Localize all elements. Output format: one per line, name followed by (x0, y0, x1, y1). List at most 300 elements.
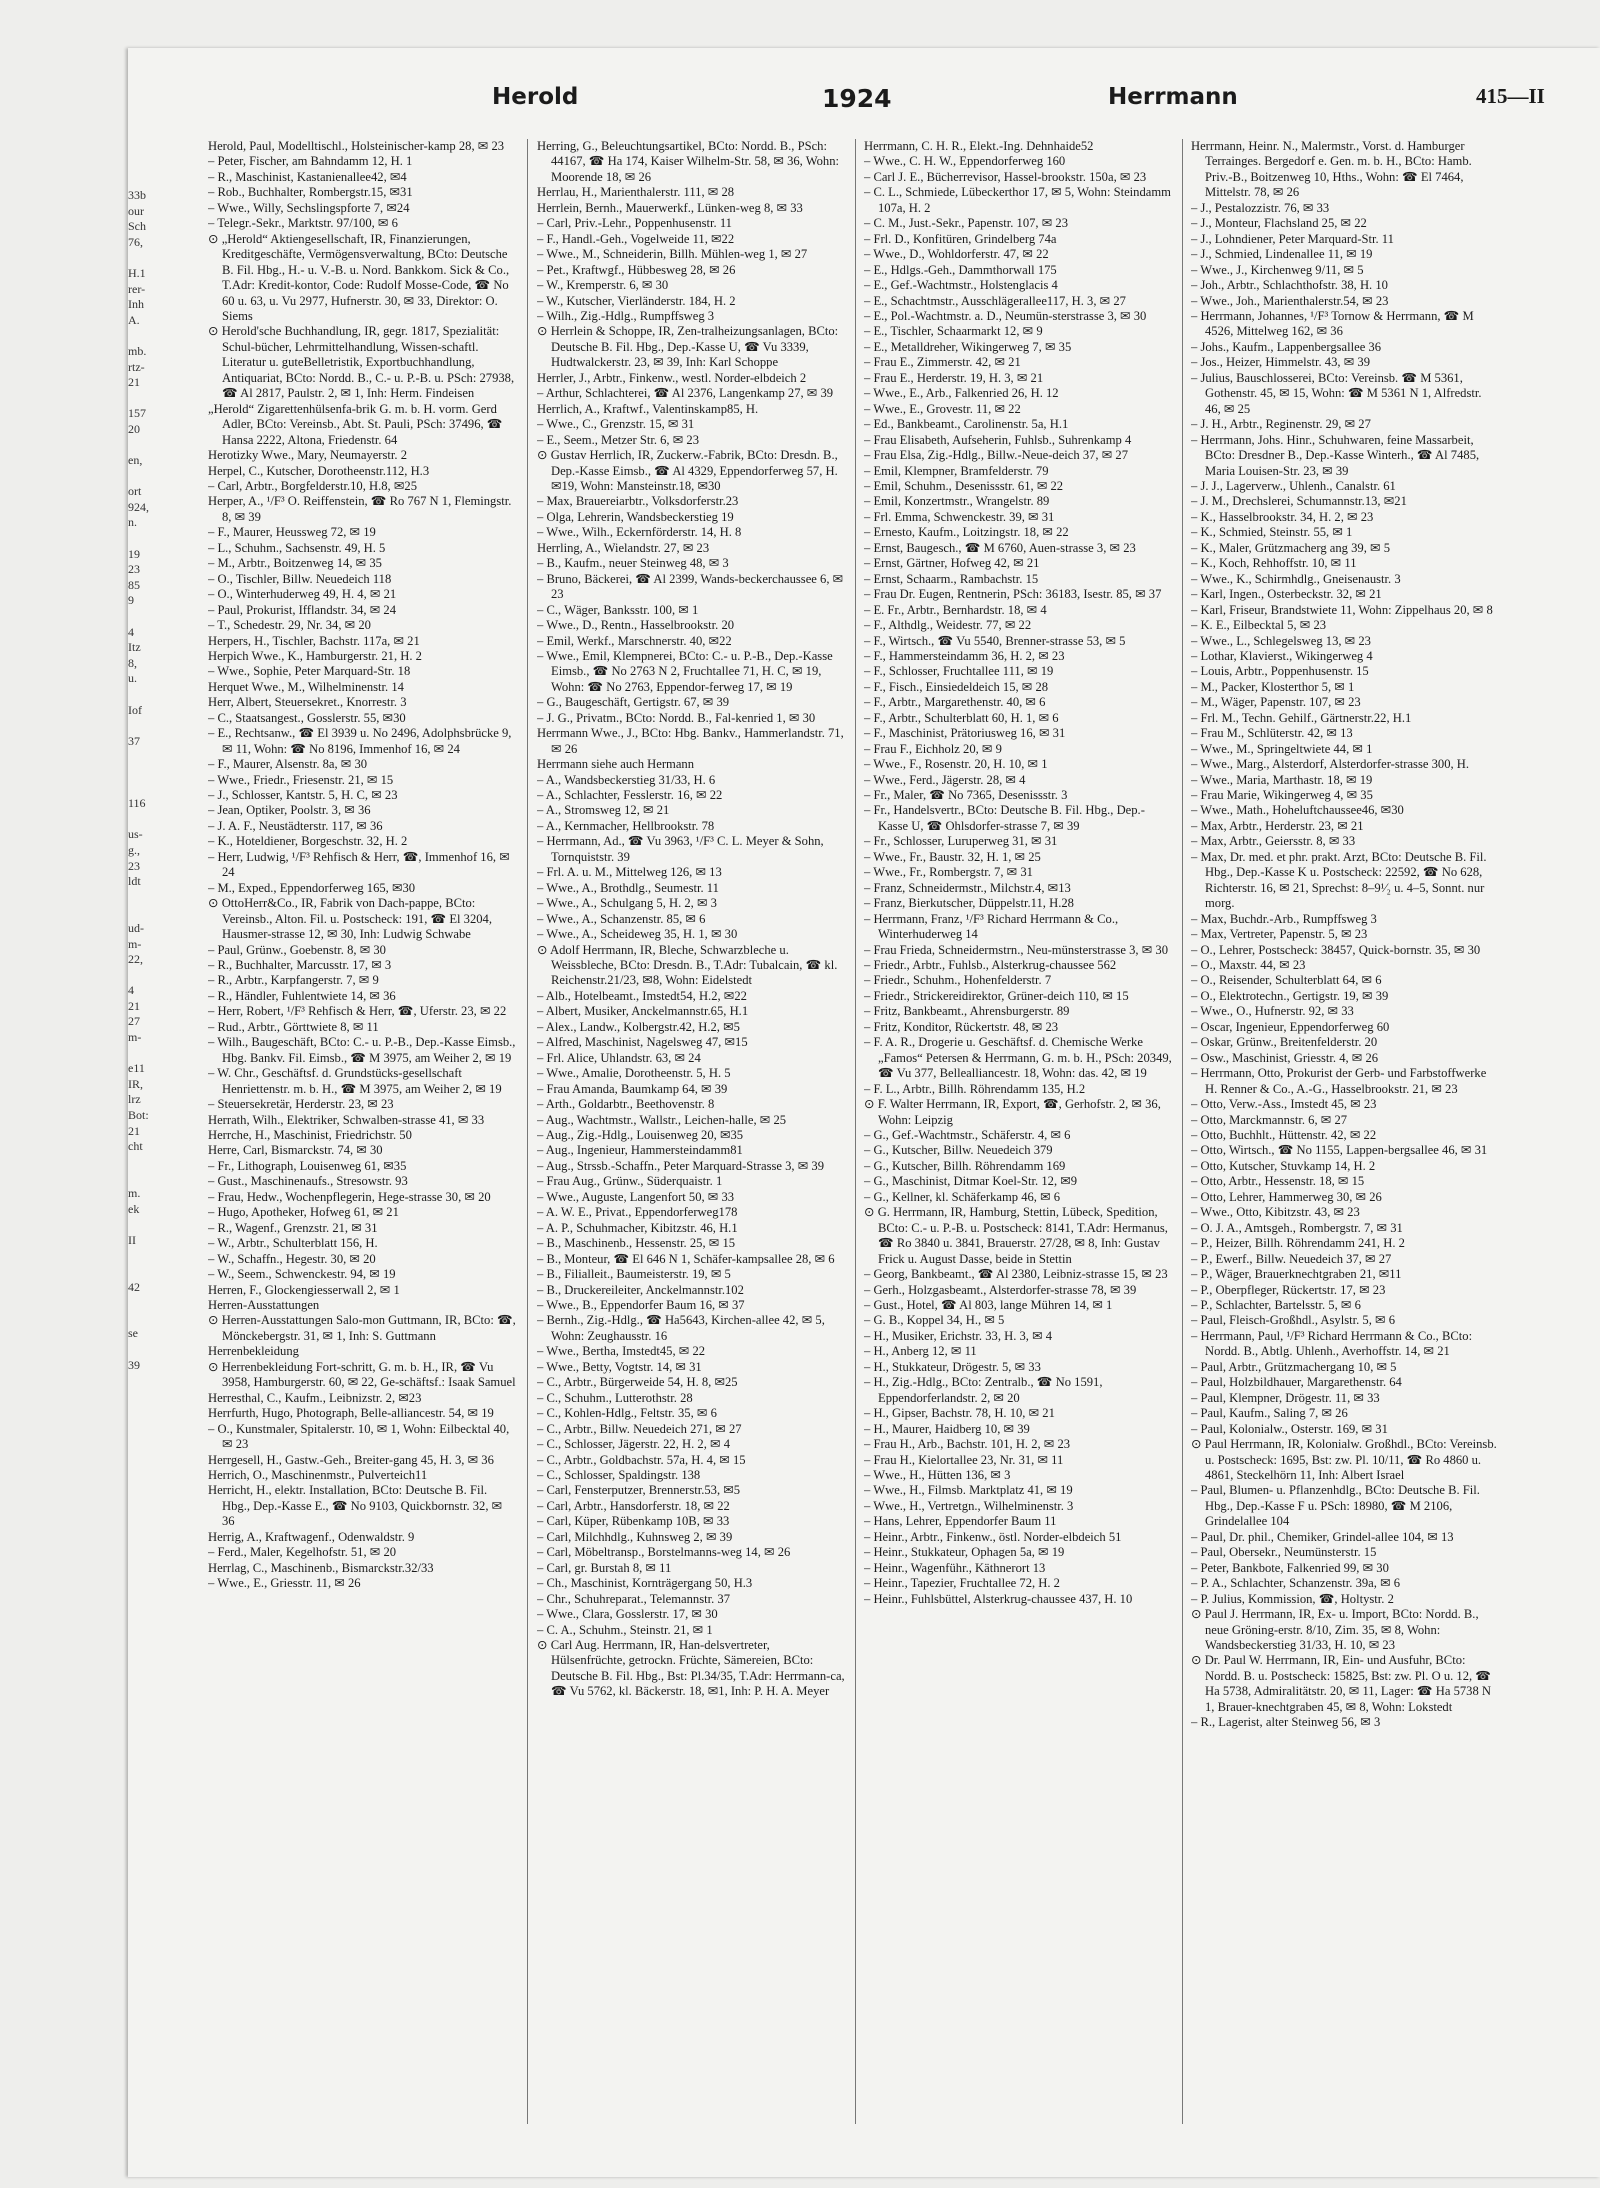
previous-page-fragment: g., (128, 842, 140, 857)
directory-entry: Herrlau, H., Marienthalerstr. 111, ✉ 28 (537, 185, 735, 200)
previous-page-fragment (128, 531, 152, 547)
directory-entry: – Wwe., E., Griesstr. 11, ✉ 26 (208, 1576, 361, 1591)
directory-entry: – Jean, Optiker, Poolstr. 3, ✉ 36 (208, 803, 371, 818)
directory-entry: ⊙ Gustav Herrlich, IR, Zuckerw.-Fabrik, BCto: Dresdn. B., Dep.-Kasse Eimsb., ☎ Al 4329, Eppendorferweg 57, H. ✉19, Wohn: Mansteinstr.18, ✉30 (537, 448, 838, 493)
directory-entry: – G., Gef.-Wachtmstr., Schäferstr. 4, ✉ 6 (864, 1128, 1071, 1142)
directory-entry: – A., Wandsbeckerstieg 31/33, H. 6 (537, 772, 716, 787)
directory-entry: – Lothar, Klavierst., Wikingerweg 4 (1191, 648, 1373, 663)
directory-entry: – Hugo, Apotheker, Hofweg 61, ✉ 21 (208, 1205, 399, 1220)
directory-entry: – Frau E., Zimmerstr. 42, ✉ 21 (864, 355, 1021, 370)
directory-entry: – P., Heizer, Billh. Röhrendamm 241, H. 2 (1191, 1236, 1405, 1251)
directory-entry: – Gust., Maschinenaufs., Stresowstr. 93 (208, 1174, 408, 1189)
previous-page-fragment: cht (128, 1139, 143, 1154)
directory-entry: – Karl, Friseur, Brandstwiete 11, Wohn: Zippelhaus 20, ✉ 8 (1191, 602, 1493, 617)
directory-entry: – Olga, Lehrerin, Wandsbeckerstieg 19 (537, 509, 734, 524)
previous-page-fragment (128, 1295, 152, 1311)
directory-entry: – R., Wagenf., Grenzstr. 21, ✉ 31 (208, 1220, 378, 1235)
directory-entry: Herrlag, C., Maschinenb., Bismarckstr.32/33 (208, 1560, 434, 1575)
directory-entry: – Herrmann, Otto, Prokurist der Gerb- und Farbstoffwerke H. Renner & Co., A.-G., Hasselbrookstr. 21, ✉ 23 (1191, 1066, 1487, 1096)
header-left-name: Herold (492, 84, 579, 110)
directory-entry: – P., Ewerf., Billw. Neuedeich 37, ✉ 27 (1191, 1251, 1392, 1266)
directory-entry: – Paul, Prokurist, Ifflandstr. 34, ✉ 24 (208, 602, 397, 617)
directory-entry: – Wwe., A., Schulgang 5, H. 2, ✉ 3 (537, 896, 717, 911)
directory-entry: – Wwe., Wilh., Eckernförderstr. 14, H. 8 (537, 525, 742, 540)
directory-entry: – A. P., Schuhmacher, Kibitzstr. 46, H.1 (537, 1220, 738, 1235)
previous-page-fragment: us- (128, 827, 143, 842)
column-divider (527, 139, 528, 2124)
directory-entry: – H., Anberg 12, ✉ 11 (864, 1344, 977, 1359)
directory-entry: – E., Seem., Metzer Str. 6, ✉ 23 (537, 432, 700, 447)
previous-page-fragment: m. (128, 1186, 141, 1200)
directory-entry: – Heinr., Stukkateur, Ophagen 5a, ✉ 19 (864, 1545, 1065, 1560)
directory-entry: – Emil, Schuhm., Desenissstr. 61, ✉ 22 (864, 478, 1064, 493)
directory-entry: – K., Koch, Rehhoffstr. 10, ✉ 11 (1191, 556, 1357, 571)
previous-page-fragment: 4 (128, 624, 134, 639)
directory-entry: – Fr., Schlosser, Luruperweg 31, ✉ 31 (864, 834, 1058, 849)
directory-entry: – Carl, Fensterputzer, Brennerstr.53, ✉5 (537, 1483, 741, 1498)
previous-page-fragment: Inh (128, 297, 144, 312)
directory-entry: – T., Schedestr. 29, Nr. 34, ✉ 20 (208, 618, 371, 633)
directory-entry: Herquet Wwe., M., Wilhelminenstr. 14 (208, 679, 404, 694)
directory-entry: – Aug., Ingenieur, Hammersteindamm81 (537, 1143, 743, 1158)
directory-entry: – P., Wäger, Brauerknechtgraben 21, ✉11 (1191, 1267, 1402, 1282)
previous-page-fragment: u. (128, 671, 137, 686)
previous-page-fragment: 33b (128, 188, 146, 202)
directory-entry: – Carl, Möbeltransp., Borstelmanns-weg 14, ✉ 26 (537, 1545, 791, 1560)
previous-page-fragment (128, 749, 152, 765)
previous-page-fragment: 39 (128, 1357, 140, 1372)
previous-page-fragment: ort (128, 484, 142, 499)
directory-entry: Herren-Ausstattungen (208, 1297, 320, 1312)
directory-entry: – W. Chr., Geschäftsf. d. Grundstücks-gesellschaft Henriettenstr. m. b. H., ☎ M 3975, am Weiher 2, ✉ 19 (208, 1066, 502, 1096)
directory-entry: – R., Maschinist, Kastanienallee42, ✉4 (208, 169, 407, 184)
directory-entry: – Georg, Bankbeamt., ☎ Al 2380, Leibniz-strasse 15, ✉ 23 (864, 1267, 1168, 1282)
directory-entry: ⊙ Paul Herrmann, IR, Kolonialw. Großhdl., BCto: Vereinsb. u. Postscheck: 1695, Bst: zw. Pl. 10/11, ☎ Ro 4860 u. 4861, Steckelhörn 11, Inh: Albert Israel (1191, 1437, 1497, 1482)
column-4 (1191, 139, 1499, 2129)
directory-entry: Herrmann, Heinr. N., Malermstr., Vorst. d. Hamburger Terrainges. Bergedorf e. Gen. m. b. H., BCto: Hamb. Priv.-B., Boitzenweg 10, Hths., Wohn: ☎ El 7464, Mittelstr. 78, ✉ 26 (1191, 139, 1472, 200)
directory-entry: – Frau, Hedw., Wochenpflegerin, Hege-strasse 30, ✉ 20 (208, 1189, 491, 1204)
directory-entry: – C., Wäger, Banksstr. 100, ✉ 1 (537, 602, 699, 617)
previous-page-fragment: mb. (128, 343, 147, 358)
directory-entry: – B., Maschinenb., Hessenstr. 25, ✉ 15 (537, 1236, 736, 1251)
directory-entry: – Paul, Arbtr., Grützmachergang 10, ✉ 5 (1191, 1359, 1397, 1374)
directory-entry: – F., Fisch., Einsiedeldeich 15, ✉ 28 (864, 679, 1049, 694)
directory-entry: – Otto, Buchhlt., Hüttenstr. 42, ✉ 22 (1191, 1128, 1377, 1142)
directory-entry: – Paul, Kaufm., Saling 7, ✉ 26 (1191, 1406, 1348, 1421)
directory-entry: – Friedr., Arbtr., Fuhlsb., Alsterkrug-chaussee 562 (864, 958, 1117, 973)
previous-page-fragment (128, 905, 152, 921)
directory-entry: – Aug., Wachtmstr., Wallstr., Leichen-halle, ✉ 25 (537, 1112, 787, 1127)
directory-entry: – J., Lohndiener, Peter Marquard-Str. 11 (1191, 231, 1394, 246)
directory-entry: – Albert, Musiker, Anckelmannstr.65, H.1 (537, 1004, 749, 1019)
directory-entry: – Wwe., Fr., Baustr. 32, H. 1, ✉ 25 (864, 849, 1041, 864)
directory-entry: Herrath, Wilh., Elektriker, Schwalben-strasse 41, ✉ 33 (208, 1112, 485, 1127)
directory-entry: – Wwe., H., Filmsb. Marktplatz 41, ✉ 19 (864, 1483, 1073, 1498)
directory-entry: – C. M., Just.-Sekr., Papenstr. 107, ✉ 23 (864, 216, 1069, 231)
directory-entry: – F., Maurer, Heussweg 72, ✉ 19 (208, 525, 376, 540)
directory-entry: – A. W. E., Privat., Eppendorferweg178 (537, 1205, 738, 1220)
directory-entry: Herren, F., Glockengiesserwall 2, ✉ 1 (208, 1282, 400, 1297)
column-divider (855, 139, 856, 2124)
previous-page-fragment: e11 (128, 1061, 145, 1076)
column-1 (208, 139, 516, 2129)
directory-entry: – F., Maschinist, Prätoriusweg 16, ✉ 31 (864, 726, 1066, 741)
directory-entry: – Ernst, Schaarm., Rambachstr. 15 (864, 571, 1039, 586)
directory-entry: – J., Schmied, Lindenallee 11, ✉ 19 (1191, 247, 1373, 262)
directory-entry: – H., Gipser, Bachstr. 78, H. 10, ✉ 21 (864, 1406, 1055, 1421)
directory-entry: – Frau Dr. Eugen, Rentnerin, PSch: 36183, Isestr. 85, ✉ 37 (864, 587, 1162, 602)
directory-entry: Herr, Albert, Steuersekret., Knorrestr. 3 (208, 695, 407, 710)
directory-entry: Herotizky Wwe., Mary, Neumayerstr. 2 (208, 448, 407, 463)
directory-entry: – Max, Arbtr., Herderstr. 23, ✉ 21 (1191, 818, 1364, 833)
directory-entry: – W., Kutscher, Vierländerstr. 184, H. 2 (537, 293, 736, 308)
directory-entry: ⊙ Dr. Paul W. Herrmann, IR, Ein- und Ausfuhr, BCto: Nordd. B. u. Postscheck: 15825, Bst: zw. Pl. O u. 12, ☎ Ha 5738, Admiralitätstr. 20, ✉ 11, Lager: ☎ Ha 5738 N 1, Brauer-knechtgraben 45, ✉ 8, Wohn: Lokstedt (1191, 1653, 1491, 1714)
directory-entry: – Wwe., Willy, Sechslingspforte 7, ✉24 (208, 200, 410, 215)
directory-entry: – Frau E., Herderstr. 19, H. 3, ✉ 21 (864, 370, 1044, 385)
directory-entry: Herrmann siehe auch Hermann (537, 757, 695, 772)
directory-entry: – Arthur, Schlachterei, ☎ Al 2376, Langenkamp 27, ✉ 39 (537, 386, 834, 401)
directory-entry: – J. A. F., Neustädterstr. 117, ✉ 36 (208, 818, 383, 833)
directory-entry: – B., Druckereileiter, Anckelmannstr.102 (537, 1282, 744, 1297)
directory-entry: – Emil, Konzertmstr., Wrangelstr. 89 (864, 494, 1050, 509)
directory-entry: – Frl. A. u. M., Mittelweg 126, ✉ 13 (537, 865, 722, 880)
directory-entry: – Carl, Milchhdlg., Kuhnsweg 2, ✉ 39 (537, 1529, 733, 1544)
directory-entry: – J., Pestalozzistr. 76, ✉ 33 (1191, 200, 1330, 215)
directory-entry: – Alb., Hotelbeamt., Imstedt54, H.2, ✉22 (537, 988, 747, 1003)
directory-entry: – Wwe., L., Schlegelsweg 13, ✉ 23 (1191, 633, 1371, 648)
directory-entry: – M., Packer, Klosterthor 5, ✉ 1 (1191, 679, 1355, 694)
previous-page-fragment (128, 968, 152, 984)
directory-entry: – Wwe., A., Scheideweg 35, H. 1, ✉ 30 (537, 927, 738, 942)
directory-entry: – Paul, Holzbildhauer, Margarethenstr. 64 (1191, 1375, 1402, 1390)
directory-entry: – B., Kaufm., neuer Steinweg 48, ✉ 3 (537, 556, 729, 571)
directory-entry: – C. A., Schuhm., Steinstr. 21, ✉ 1 (537, 1622, 713, 1637)
directory-entry: – Wilh., Baugeschäft, BCto: C.- u. P.-B., Dep.-Kasse Eimsb., Hbg. Bankv. Fil. Eimsb., ☎ M 3975, am Weiher 2, ✉ 19 (208, 1035, 516, 1065)
previous-page-fragment (128, 1264, 152, 1280)
previous-page-fragment: 21 (128, 998, 140, 1013)
directory-entry: – Paul, Kolonialw., Osterstr. 169, ✉ 31 (1191, 1421, 1388, 1436)
directory-entry: – Otto, Marckmannstr. 6, ✉ 27 (1191, 1112, 1348, 1127)
directory-entry: – Fr., Handelsvertr., BCto: Deutsche B. Fil. Hbg., Dep.-Kasse U, ☎ Ohlsdorfer-strasse 7, ✉ 39 (864, 803, 1145, 833)
column-2 (537, 139, 845, 2129)
directory-entry: – Alfred, Maschinist, Nagelsweg 47, ✉15 (537, 1035, 748, 1050)
directory-entry: – Alex., Landw., Kolbergstr.42, H.2, ✉5 (537, 1019, 740, 1034)
directory-entry: – Rob., Buchhalter, Rombergstr.15, ✉31 (208, 185, 413, 200)
previous-page-fragment: 23 (128, 858, 140, 873)
directory-entry: Herrig, A., Kraftwagenf., Odenwaldstr. 9 (208, 1529, 415, 1544)
previous-page-fragment (128, 469, 152, 485)
directory-entry: – Wwe., D., Rentn., Hasselbrookstr. 20 (537, 618, 735, 633)
directory-entry: – Herrmann, Johannes, ¹/F³ Tornow & Herrmann, ☎ M 4526, Mittelweg 162, ✉ 36 (1191, 308, 1474, 339)
previous-page-fragment: 116 (128, 796, 146, 811)
directory-entry: – P. A., Schlachter, Schanzenstr. 39a, ✉ 6 (1191, 1576, 1401, 1591)
directory-entry: – Wwe., Emil, Klempnerei, BCto: C.- u. P.-B., Dep.-Kasse Eimsb., ☎ No 2763 N 2, Fruchtallee 71, H. C, ✉ 19, Wohn: ☎ No 2763, Eppendor-ferweg 17, ✉ 19 (537, 648, 833, 694)
directory-entry: – P., Schlachter, Bartelsstr. 5, ✉ 6 (1191, 1297, 1361, 1312)
directory-entry: – Wwe., Sophie, Peter Marquard-Str. 18 (208, 664, 411, 679)
directory-entry: – C., Schuhm., Lutterothstr. 28 (537, 1390, 693, 1405)
directory-entry: – Herr, Ludwig, ¹/F³ Rehfisch & Herr, ☎, Immenhof 16, ✉ 24 (208, 849, 510, 880)
directory-entry: – F. L., Arbtr., Billh. Röhrendamm 135, H.2 (864, 1081, 1086, 1096)
directory-entry: ⊙ Paul J. Herrmann, IR, Ex- u. Import, BCto: Nordd. B., neue Gröning-erstr. 8/10, Zim. 35, ✉ 8, Wohn: Wandsbeckerstieg 31/33, H. 10, ✉ 23 (1191, 1607, 1479, 1652)
directory-entry: – O., Winterhuderweg 49, H. 4, ✉ 21 (208, 587, 397, 602)
previous-page-fragment (128, 609, 152, 625)
directory-entry: – F., Handl.-Geh., Vogelweide 11, ✉22 (537, 231, 735, 246)
directory-entry: – F. A. R., Drogerie u. Geschäftsf. d. Chemische Werke „Famos“ Petersen & Herrmann, G. m. b. H., PSch: 20349, ☎ Vu 377, Bellealliancestr. 18, Wohn: das. 42, ✉ 19 (864, 1035, 1172, 1081)
directory-entry: – Telegr.-Sekr., Marktstr. 97/100, ✉ 6 (208, 216, 398, 231)
directory-entry: – B., Monteur, ☎ El 646 N 1, Schäfer-kampsallee 28, ✉ 6 (537, 1251, 835, 1266)
directory-entry: Herrche, H., Maschinist, Friedrichstr. 50 (208, 1128, 412, 1142)
directory-entry: – Steuersekretär, Herderstr. 23, ✉ 23 (208, 1097, 394, 1112)
directory-entry: – G., Kutscher, Billw. Neuedeich 379 (864, 1143, 1053, 1158)
previous-page-fragment: rtz- (128, 359, 145, 374)
directory-entry: – F., Wirtsch., ☎ Vu 5540, Brenner-strasse 53, ✉ 5 (864, 633, 1126, 648)
directory-entry: – A., Stromsweg 12, ✉ 21 (537, 803, 670, 818)
directory-entry: – Wwe., M., Schneiderin, Billh. Mühlen-weg 1, ✉ 27 (537, 247, 808, 262)
directory-entry: – O., Lehrer, Postscheck: 38457, Quick-bornstr. 35, ✉ 30 (1191, 942, 1481, 957)
directory-entry: – Hans, Lehrer, Eppendorfer Baum 11 (864, 1514, 1057, 1529)
previous-page-fragment: 21 (128, 1123, 140, 1138)
directory-entry: – Carl, Arbtr., Borgfelderstr.10, H.8, ✉25 (208, 478, 418, 493)
directory-entry: – G. B., Koppel 34, H., ✉ 5 (864, 1313, 1005, 1328)
header-year: 1924 (822, 84, 892, 113)
directory-entry: – Oskar, Grünw., Breitenfelderstr. 20 (1191, 1035, 1378, 1050)
previous-page-fragment (128, 1046, 152, 1062)
directory-entry: – Herrmann, Franz, ¹/F³ Richard Herrmann & Co., Winterhuderweg 14 (864, 911, 1119, 942)
directory-entry: – E., Tischler, Schaarmarkt 12, ✉ 9 (864, 324, 1043, 339)
directory-entry: – Wwe., Math., Hoheluftchaussee46, ✉30 (1191, 803, 1404, 818)
previous-page-fragment (128, 1217, 152, 1233)
directory-entry: – Wwe., F., Rosenstr. 20, H. 10, ✉ 1 (864, 757, 1048, 772)
directory-entry: – W., Arbtr., Schulterblatt 156, H. (208, 1236, 378, 1251)
directory-entry: – Bruno, Bäckerei, ☎ Al 2399, Wands-beckerchaussee 6, ✉ 23 (537, 571, 844, 602)
header-right-name: Herrmann (1108, 84, 1238, 110)
directory-entry: – Wwe., E., Arb., Falkenried 26, H. 12 (864, 386, 1059, 401)
previous-page-fragment: 19 (128, 546, 140, 561)
directory-entry: – J. G., Privatm., BCto: Nordd. B., Fal-kenried 1, ✉ 30 (537, 710, 816, 725)
previous-page-fragment: II (128, 1232, 136, 1247)
directory-entry: – Aug., Strssb.-Schaffn., Peter Marquard-Strasse 3, ✉ 39 (537, 1158, 824, 1173)
previous-page-fragment (128, 1248, 152, 1264)
directory-entry: ⊙ G. Herrmann, IR, Hamburg, Stettin, Lübeck, Spedition, BCto: C.- u. P.-B. u. Postscheck: 8141, T.Adr: Hermanus, ☎ Ro 3840 u. 3841, Brauerstr. 27/28, ✉ 8, Inh: Gustav Frick u. August Dasse, beide in Stettin (864, 1205, 1168, 1266)
directory-entry: – Franz, Bierkutscher, Düppelstr.11, H.28 (864, 896, 1074, 911)
directory-entry: – O., Elektrotechn., Gertigstr. 19, ✉ 39 (1191, 988, 1389, 1003)
directory-entry: – O., Tischler, Billw. Neuedeich 118 (208, 571, 392, 586)
directory-entry: – E., Rechtsanw., ☎ El 3939 u. No 2496, Adolphsbrücke 9, ✉ 11, Wohn: ☎ No 8196, Immenhof 16, ✉ 24 (208, 726, 512, 756)
directory-entry: – Fr., Lithograph, Louisenweg 61, ✉35 (208, 1158, 407, 1173)
directory-entry: – Osw., Maschinist, Griesstr. 4, ✉ 26 (1191, 1050, 1379, 1065)
directory-entry: – Johs., Kaufm., Lappenbergsallee 36 (1191, 339, 1382, 354)
directory-entry: – C., Arbtr., Bürgerweide 54, H. 8, ✉25 (537, 1375, 738, 1390)
directory-entry: – Emil, Klempner, Bramfelderstr. 79 (864, 463, 1049, 478)
directory-entry: – Oscar, Ingenieur, Eppendorferweg 60 (1191, 1019, 1390, 1034)
directory-entry: – Wwe., C. H. W., Eppendorferweg 160 (864, 154, 1066, 169)
directory-entry: – Frau H., Kielortallee 23, Nr. 31, ✉ 11 (864, 1452, 1064, 1467)
directory-entry: – Wwe., H., Hütten 136, ✉ 3 (864, 1467, 1011, 1482)
directory-entry: – Otto, Kutscher, Stuvkamp 14, H. 2 (1191, 1158, 1376, 1173)
directory-entry: – W., Seem., Schwenckestr. 94, ✉ 19 (208, 1267, 396, 1282)
directory-entry: – Max, Arbtr., Geiersstr. 8, ✉ 33 (1191, 834, 1356, 849)
directory-entry: – Ferd., Maler, Kegelhofstr. 51, ✉ 20 (208, 1545, 397, 1560)
directory-entry: Herrich, O., Maschinenmstr., Pulverteich11 (208, 1467, 428, 1482)
directory-entry: – Herrmann, Ad., ☎ Vu 3963, ¹/F³ C. L. Meyer & Sohn, Tornquiststr. 39 (537, 834, 824, 864)
directory-entry: – Gerh., Holzgasbeamt., Alsterdorfer-strasse 78, ✉ 39 (864, 1282, 1137, 1297)
previous-page-fragment (128, 718, 152, 734)
previous-page-fragment: m- (128, 936, 142, 951)
previous-page-fragment (128, 765, 152, 781)
directory-entry: – M., Wäger, Papenstr. 107, ✉ 23 (1191, 695, 1361, 710)
directory-entry: – E. Fr., Arbtr., Bernhardstr. 18, ✉ 4 (864, 602, 1047, 617)
directory-entry: – Wwe., Marg., Alsterdorf, Alsterdorfer-strasse 300, H. (1191, 757, 1470, 772)
previous-page-fragment: ldt (128, 874, 141, 889)
directory-entry: Herpel, C., Kutscher, Dorotheenstr.112, H.3 (208, 463, 430, 478)
directory-entry: – Wwe., A., Schanzenstr. 85, ✉ 6 (537, 911, 706, 926)
directory-entry: – Carl, Küper, Rübenkamp 10B, ✉ 33 (537, 1514, 730, 1529)
previous-page-fragment (128, 1170, 152, 1186)
directory-entry: – Herrmann, Johs. Hinr., Schuhwaren, feine Massarbeit, BCto: Dresdner B., Dep.-Kasse Winterh., ☎ Al 7485, Maria Louisen-Str. 23, ✉ 39 (1191, 432, 1480, 478)
directory-entry: – Frau H., Arb., Bachstr. 101, H. 2, ✉ 23 (864, 1437, 1071, 1452)
directory-entry: – O., Reisender, Schulterblatt 64, ✉ 6 (1191, 973, 1382, 988)
directory-entry: Herpich Wwe., K., Hamburgerstr. 21, H. 2 (208, 648, 422, 663)
directory-entry: – G., Kutscher, Billh. Röhrendamm 169 (864, 1158, 1066, 1173)
previous-page-fragment: IR, (128, 1076, 143, 1091)
directory-entry: – Chr., Schuhreparat., Telemannstr. 37 (537, 1591, 731, 1606)
previous-page-fragment: 8, (128, 655, 137, 670)
directory-entry: – R., Lagerist, alter Steinweg 56, ✉ 3 (1191, 1715, 1381, 1730)
directory-entry: – R., Händler, Fuhlentwiete 14, ✉ 36 (208, 988, 396, 1003)
directory-entry: – Wwe., A., Brothdlg., Seumestr. 11 (537, 880, 719, 895)
directory-entry: – F., Maurer, Alsenstr. 8a, ✉ 30 (208, 757, 368, 772)
directory-entry: – Wwe., C., Grenzstr. 15, ✉ 31 (537, 417, 695, 432)
directory-entry: – O., Kunstmaler, Spitalerstr. 10, ✉ 1, Wohn: Eilbecktal 40, ✉ 23 (208, 1421, 510, 1452)
directory-entry: Herring, G., Beleuchtungsartikel, BCto: Nordd. B., PSch: 44167, ☎ Ha 174, Kaiser Wilhelm-Str. 58, ✉ 36, Wohn: Moorende 18, ✉ 26 (537, 139, 840, 184)
directory-entry: – Wwe., M., Springeltwiete 44, ✉ 1 (1191, 741, 1373, 756)
directory-entry: – Frl. Emma, Schwenckestr. 39, ✉ 31 (864, 509, 1055, 524)
previous-page-fragment: 37 (128, 733, 140, 748)
previous-page-fragment (128, 328, 152, 344)
previous-page-fragment (128, 391, 152, 407)
directory-entry: – Frau Elsa, Zig.-Hdlg., Billw.-Neue-deich 37, ✉ 27 (864, 448, 1129, 463)
directory-entry: – H., Stukkateur, Drögestr. 5, ✉ 33 (864, 1359, 1041, 1374)
directory-entry: – Wwe., D., Wohldorferstr. 47, ✉ 22 (864, 247, 1049, 262)
directory-entry: – Rud., Arbtr., Görttwiete 8, ✉ 11 (208, 1019, 379, 1034)
directory-entry: – Wwe., Betty, Vogtstr. 14, ✉ 31 (537, 1359, 702, 1374)
directory-entry: – L., Schuhm., Sachsenstr. 49, H. 5 (208, 540, 386, 555)
directory-entry: – Gust., Hotel, ☎ Al 803, lange Mühren 14, ✉ 1 (864, 1297, 1113, 1312)
directory-entry: – F., Hammersteindamm 36, H. 2, ✉ 23 (864, 648, 1065, 663)
directory-entry: – C., Kohlen-Hdlg., Feltstr. 35, ✉ 6 (537, 1406, 717, 1421)
directory-entry: – Herr, Robert, ¹/F³ Rehfisch & Herr, ☎, Uferstr. 23, ✉ 22 (208, 1004, 507, 1019)
previous-page-fragment (128, 687, 152, 703)
directory-entry: – Wwe., Ferd., Jägerstr. 28, ✉ 4 (864, 772, 1026, 787)
directory-entry: – C., Schlosser, Spaldingstr. 138 (537, 1467, 701, 1482)
directory-entry: – H., Maurer, Haidberg 10, ✉ 39 (864, 1421, 1030, 1436)
directory-entry: – Carl, gr. Burstah 8, ✉ 11 (537, 1560, 672, 1575)
directory-entry: – W., Schaffn., Hegestr. 30, ✉ 20 (208, 1251, 376, 1266)
previous-page-fragment: our (128, 203, 144, 218)
directory-entry: – Carl J. E., Bücherrevisor, Hassel-brookstr. 150a, ✉ 23 (864, 169, 1147, 184)
directory-entry: – Wwe., Otto, Kibitzstr. 43, ✉ 23 (1191, 1205, 1360, 1220)
directory-entry: – Frl. D., Konfitüren, Grindelberg 74a (864, 231, 1057, 246)
directory-entry: ⊙ Herold'sche Buchhandlung, IR, gegr. 1817, Spezialität: Schul-bücher, Lehrmittelhandlung, Wissen-schaftl. Literatur u. guteBelletristik, Exportbuchhandlung, Antiquariat, BCto: Nordd. B., C.- u. P.-B. u. PSch: 27938, ☎ Al 2817, Paulstr. 2, ✉ 1, Inh: Herm. Findeisen (208, 324, 515, 401)
directory-entry: – J. M., Drechslerei, Schumannstr.13, ✉21 (1191, 494, 1407, 509)
directory-entry: ⊙ „Herold“ Aktiengesellschaft, IR, Finanzierungen, Kreditgeschäfte, Vermögensverwaltung, BCto: Deutsche B. Fil. Hbg., H.- u. V.-B. u. Nord. Bankkom. Sick & Co., T.Adr: Kredit-kontor, Code: Rudolf Mosse-Code, ☎ No 60 u. 63, u. Vu 2977, Hufnerstr. 30, ✉ 33, Direktor: O. Siems (208, 231, 510, 323)
directory-entry: – Friedr., Strickereidirektor, Grüner-deich 110, ✉ 15 (864, 988, 1129, 1003)
directory-entry: – Otto, Lehrer, Hammerweg 30, ✉ 26 (1191, 1189, 1382, 1204)
directory-entry: – E., Gef.-Wachtmstr., Holstenglacis 4 (864, 278, 1058, 293)
previous-page-fragment: Bot: (128, 1108, 149, 1123)
directory-entry: – Peter, Bankbote, Falkenried 99, ✉ 30 (1191, 1560, 1389, 1575)
directory-entry: – Fritz, Bankbeamt., Ahrensburgerstr. 89 (864, 1004, 1070, 1019)
directory-entry: – Frau Frieda, Schneidermstrn., Neu-münsterstrasse 3, ✉ 30 (864, 942, 1168, 957)
previous-page-fragment: 4 (128, 983, 134, 998)
directory-entry: – J., Schlosser, Kantstr. 5, H. C, ✉ 23 (208, 788, 398, 803)
directory-entry: ⊙ Carl Aug. Herrmann, IR, Han-delsvertreter, Hülsenfrüchte, getrockn. Früchte, Sämereien, BCto: Deutsche B. Fil. Hbg., Bst: Pl.34/35, T.Adr: Herrmann-ca, ☎ Vu 5762, kl. Bäckerstr. 18, ✉1, Inh: P. H. A. Meyer (537, 1637, 845, 1699)
directory-entry: – R., Buchhalter, Marcusstr. 17, ✉ 3 (208, 958, 392, 973)
directory-entry: – Emil, Werkf., Marschnerstr. 40, ✉22 (537, 633, 732, 648)
previous-page-fragment: Itz (128, 640, 141, 655)
directory-entry: – F., Schlosser, Fruchtallee 111, ✉ 19 (864, 664, 1054, 679)
directory-entry: – F., Arbtr., Schulterblatt 60, H. 1, ✉ 6 (864, 710, 1059, 725)
directory-entry: Herricht, H., elektr. Installation, BCto: Deutsche B. Fil. Hbg., Dep.-Kasse E., ☎ No 9103, Quickbornstr. 32, ✉ 36 (208, 1483, 503, 1529)
directory-entry: – Heinr., Tapezier, Fruchtallee 72, H. 2 (864, 1576, 1060, 1591)
directory-entry: – E., Pol.-Wachtmstr. a. D., Neumün-sterstrasse 3, ✉ 30 (864, 308, 1147, 323)
directory-entry: – K., Schmied, Steinstr. 55, ✉ 1 (1191, 525, 1353, 540)
previous-page-fragment: 42 (128, 1279, 140, 1294)
directory-entry: – Carl, Arbtr., Hansdorferstr. 18, ✉ 22 (537, 1498, 730, 1513)
directory-entry: – C. L., Schmiede, Lübeckerthor 17, ✉ 5, Wohn: Steindamm 107a, H. 2 (864, 185, 1171, 215)
directory-entry: – Joh., Arbtr., Schlachthofstr. 38, H. 10 (1191, 278, 1388, 293)
directory-entry: – G., Baugeschäft, Gertigstr. 67, ✉ 39 (537, 695, 730, 710)
page-header (200, 84, 1560, 116)
directory-entry: – K., Hoteldiener, Borgeschstr. 32, H. 2 (208, 834, 408, 849)
directory-entry: Herold, Paul, Modelltischl., Holsteinischer-kamp 28, ✉ 23 (208, 139, 505, 153)
previous-page-fragment: 9 (128, 593, 134, 608)
directory-entry: – A., Schlachter, Fesslerstr. 16, ✉ 22 (537, 788, 723, 803)
directory-entry: – W., Kremperstr. 6, ✉ 30 (537, 278, 669, 293)
previous-page-fragment (128, 1311, 152, 1327)
directory-entry: – Otto, Verw.-Ass., Imstedt 45, ✉ 23 (1191, 1097, 1377, 1112)
previous-page-fragment: 924, (128, 499, 149, 514)
directory-entry: Herresthal, C., Kaufm., Leibnizstr. 2, ✉23 (208, 1390, 422, 1405)
previous-page-fragment: 27 (128, 1014, 140, 1029)
previous-page-fragment (128, 812, 152, 828)
directory-entry: Herrfurth, Hugo, Photograph, Belle-alliancestr. 54, ✉ 19 (208, 1406, 494, 1421)
directory-entry: – Max, Buchdr.-Arb., Rumpffsweg 3 (1191, 911, 1377, 926)
directory-entry: – E., Schachtmstr., Ausschlägerallee117, H. 3, ✉ 27 (864, 293, 1126, 308)
directory-entry: – Carl, Priv.-Lehr., Poppenhusenstr. 11 (537, 216, 732, 231)
directory-entry: – Arth., Goldarbtr., Beethovenstr. 8 (537, 1097, 715, 1112)
directory-entry: ⊙ Herren-Ausstattungen Salo-mon Guttmann, IR, BCto: ☎, Mönckebergstr. 31, ✉ 1, Inh: S. Guttmann (208, 1313, 516, 1343)
directory-entry: – Wwe., Clara, Gosslerstr. 17, ✉ 30 (537, 1607, 718, 1622)
previous-page-fragment: en, (128, 453, 143, 468)
directory-entry: – R., Arbtr., Karpfangerstr. 7, ✉ 9 (208, 973, 379, 988)
directory-entry: – Ernst, Baugesch., ☎ M 6760, Auen-strasse 3, ✉ 23 (864, 540, 1136, 555)
previous-page-fragment: Iof (128, 702, 142, 717)
directory-entry: – Paul, Klempner, Drögestr. 11, ✉ 33 (1191, 1390, 1380, 1405)
directory-entry: – Aug., Zig.-Hdlg., Louisenweg 20, ✉35 (537, 1128, 744, 1142)
directory-entry: – Wwe., Joh., Marienthalerstr.54, ✉ 23 (1191, 293, 1389, 308)
directory-entry: – Wwe., Auguste, Langenfort 50, ✉ 33 (537, 1189, 735, 1204)
directory-entry: – Paul, Grünw., Goebenstr. 8, ✉ 30 (208, 942, 386, 957)
directory-entry: – Paul, Fleisch-Großhdl., Asylstr. 5, ✉ 6 (1191, 1313, 1396, 1328)
previous-page-fragment: 23 (128, 562, 140, 577)
previous-page-fragment: lrz (128, 1092, 141, 1107)
directory-entry: – Ernst, Gärtner, Hofweg 42, ✉ 21 (864, 556, 1040, 571)
directory-entry: ⊙ Herrenbekleidung Fort-schritt, G. m. b. H., IR, ☎ Vu 3958, Hamburgerstr. 60, ✉ 22, Ge-schäftsf.: Isaak Samuel (208, 1359, 516, 1390)
previous-page-fragment: A. (128, 312, 140, 327)
previous-page-fragment: 20 (128, 421, 140, 436)
directory-entry: ⊙ F. Walter Herrmann, IR, Export, ☎, Gerhofstr. 2, ✉ 36, Wohn: Leipzig (864, 1097, 1161, 1127)
